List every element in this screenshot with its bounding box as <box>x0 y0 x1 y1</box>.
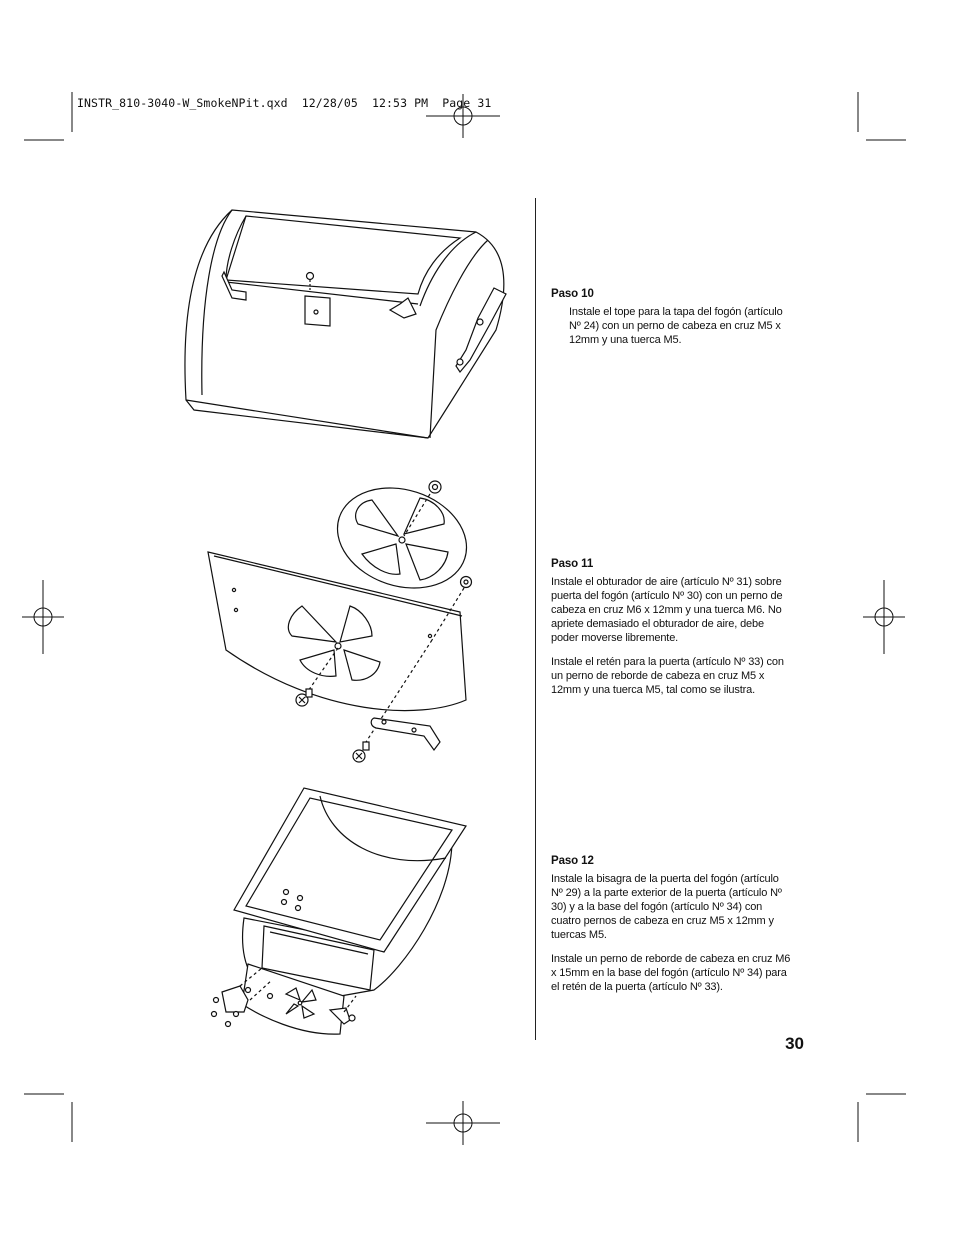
step-paragraph: Instale el retén para la puerta (artículo Nº 33) con un perno de reborde de cabeza en cruz M5 x 12mm y una tuerca M5, tal como se ilustra. <box>551 656 784 696</box>
page-number: 30 <box>785 1034 804 1053</box>
step-11 <box>551 558 791 707</box>
step-12 <box>551 855 791 1004</box>
step-title: Paso 11 <box>551 558 594 570</box>
step-paragraph: Instale el obturador de aire (artículo Nº 31) sobre puerta del fogón (artículo Nº 30) con un perno de cabeza en cruz M6 x 12mm y una tuerca M6. No apriete demasiado el obturador de aire, debe poder moverse libremente. <box>551 576 783 644</box>
step-paragraph: Instale la bisagra de la puerta del fogón (artículo Nº 29) a la parte exterior de la puerta (artículo Nº 30) y a la base del fogón (artículo Nº 34) con cuatro pernos de cabeza en cruz M5 x 12mm y tuercas M5. <box>551 873 782 941</box>
column-divider <box>535 198 536 1040</box>
file-slug: INSTR_810-3040-W_SmokeNPit.qxd 12/28/05 12:53 PM Page 31 <box>77 96 492 110</box>
step-title: Paso 10 <box>551 288 594 300</box>
step-paragraph: Instale el tope para la tapa del fogón (artículo Nº 24) con un perno de cabeza en cruz M5 x 12mm y una tuerca M5. <box>569 306 783 346</box>
step-title: Paso 12 <box>551 855 594 867</box>
step-paragraph: Instale un perno de reborde de cabeza en cruz M6 x 15mm en la base del fogón (artículo Nº 34) para el retén de la puerta (artículo Nº 33). <box>551 953 791 993</box>
step-10 <box>551 288 791 357</box>
